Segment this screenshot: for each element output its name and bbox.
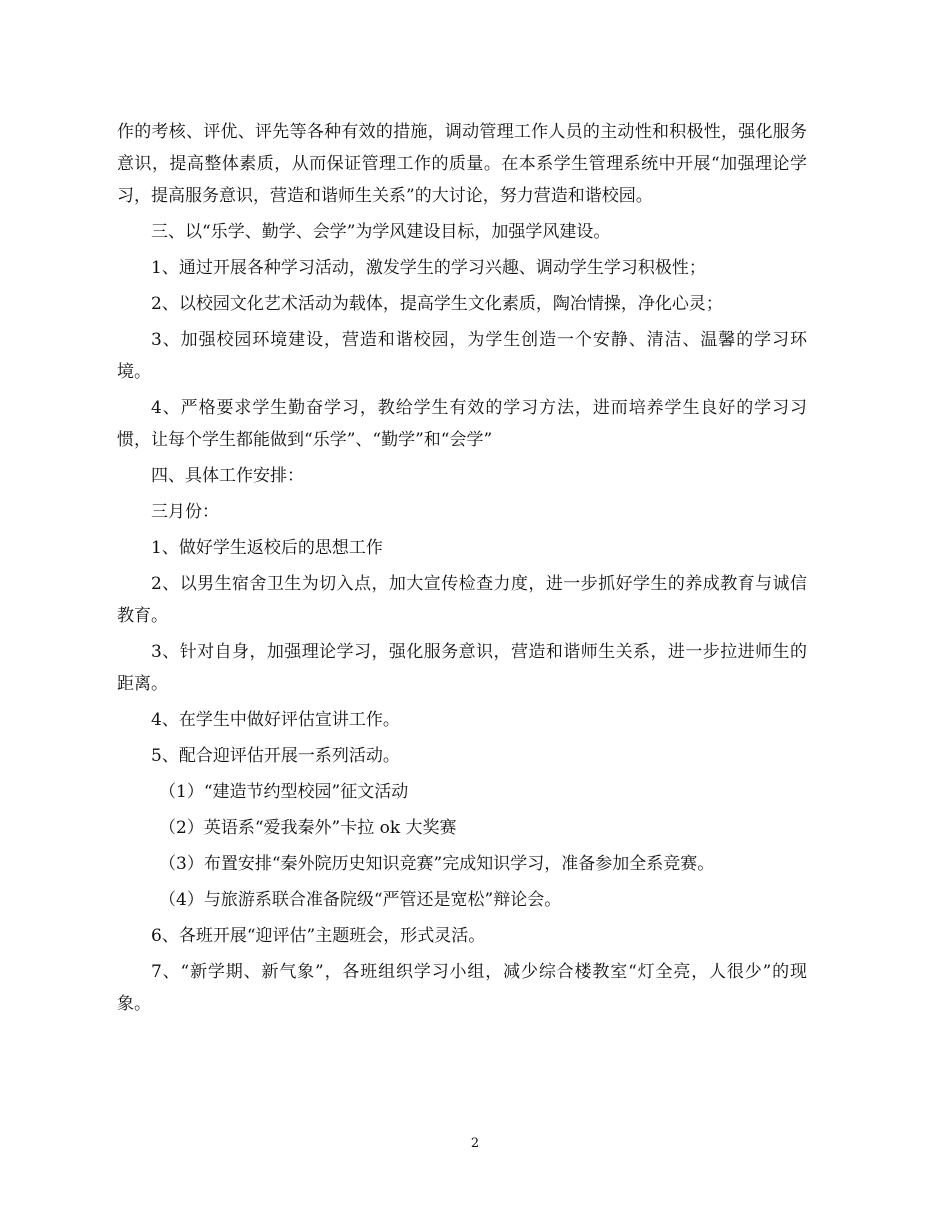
paragraph-8: 1、做好学生返校后的思想工作 [151, 538, 383, 558]
paragraph-17: 6、各班开展“迎评估”主题班会，形式灵活。 [151, 926, 486, 946]
page-number: 2 [470, 1136, 480, 1151]
paragraph-2: 1、通过开展各种学习活动，激发学生的学习兴趣、调动学生学习积极性； [151, 258, 706, 278]
paragraph-5: 4、严格要求学生勤奋学习，教给学生有效的学习方法，进而培养学生良好的学习习惯，让每个学生都能做到“乐学”、“勤学”和“会学” [117, 398, 807, 450]
paragraph-18: 7、“新学期、新气象”，各班组织学习小组，减少综合楼教室“灯全亮，人很少”的现象。 [117, 962, 807, 1014]
paragraph-13: （1）“建造节约型校园”征文活动 [159, 782, 409, 802]
paragraph-12: 5、配合迎评估开展一系列活动。 [151, 746, 400, 766]
paragraph-14: （2）英语系“爱我秦外”卡拉 ok 大奖赛 [159, 818, 457, 838]
paragraph-0: 作的考核、评优、评先等各种有效的措施，调动管理工作人员的主动性和积极性，强化服务意识，提高整体素质，从而保证管理工作的质量。在本系学生管理系统中开展“加强理论学习，提高服务意识，营造和谐师生关系”的大讨论，努力营造和谐校园。 [117, 122, 807, 206]
paragraph-7: 三月份： [151, 502, 219, 522]
paragraph-11: 4、在学生中做好评估宣讲工作。 [151, 710, 400, 730]
paragraph-10: 3、针对自身，加强理论学习，强化服务意识，营造和谐师生关系，进一步拉进师生的距离。 [117, 642, 807, 694]
paragraph-3: 2、以校园文化艺术活动为载体，提高学生文化素质，陶冶情操，净化心灵； [151, 294, 723, 314]
paragraph-15: （3）布置安排“秦外院历史知识竞赛”完成知识学习，准备参加全系竞赛。 [159, 854, 715, 874]
paragraph-16: （4）与旅游系联合准备院级“严管还是宽松”辩论会。 [159, 890, 562, 910]
paragraph-9: 2、以男生宿舍卫生为切入点，加大宣传检查力度，进一步抓好学生的养成教育与诚信教育。 [117, 574, 807, 626]
paragraph-4: 3、加强校园环境建设，营造和谐校园，为学生创造一个安静、清洁、温馨的学习环境。 [117, 330, 807, 382]
paragraph-1: 三、以“乐学、勤学、会学”为学风建设目标，加强学风建设。 [151, 222, 611, 242]
paragraph-6: 四、具体工作安排： [151, 466, 304, 486]
document-body [117, 116, 807, 1024]
